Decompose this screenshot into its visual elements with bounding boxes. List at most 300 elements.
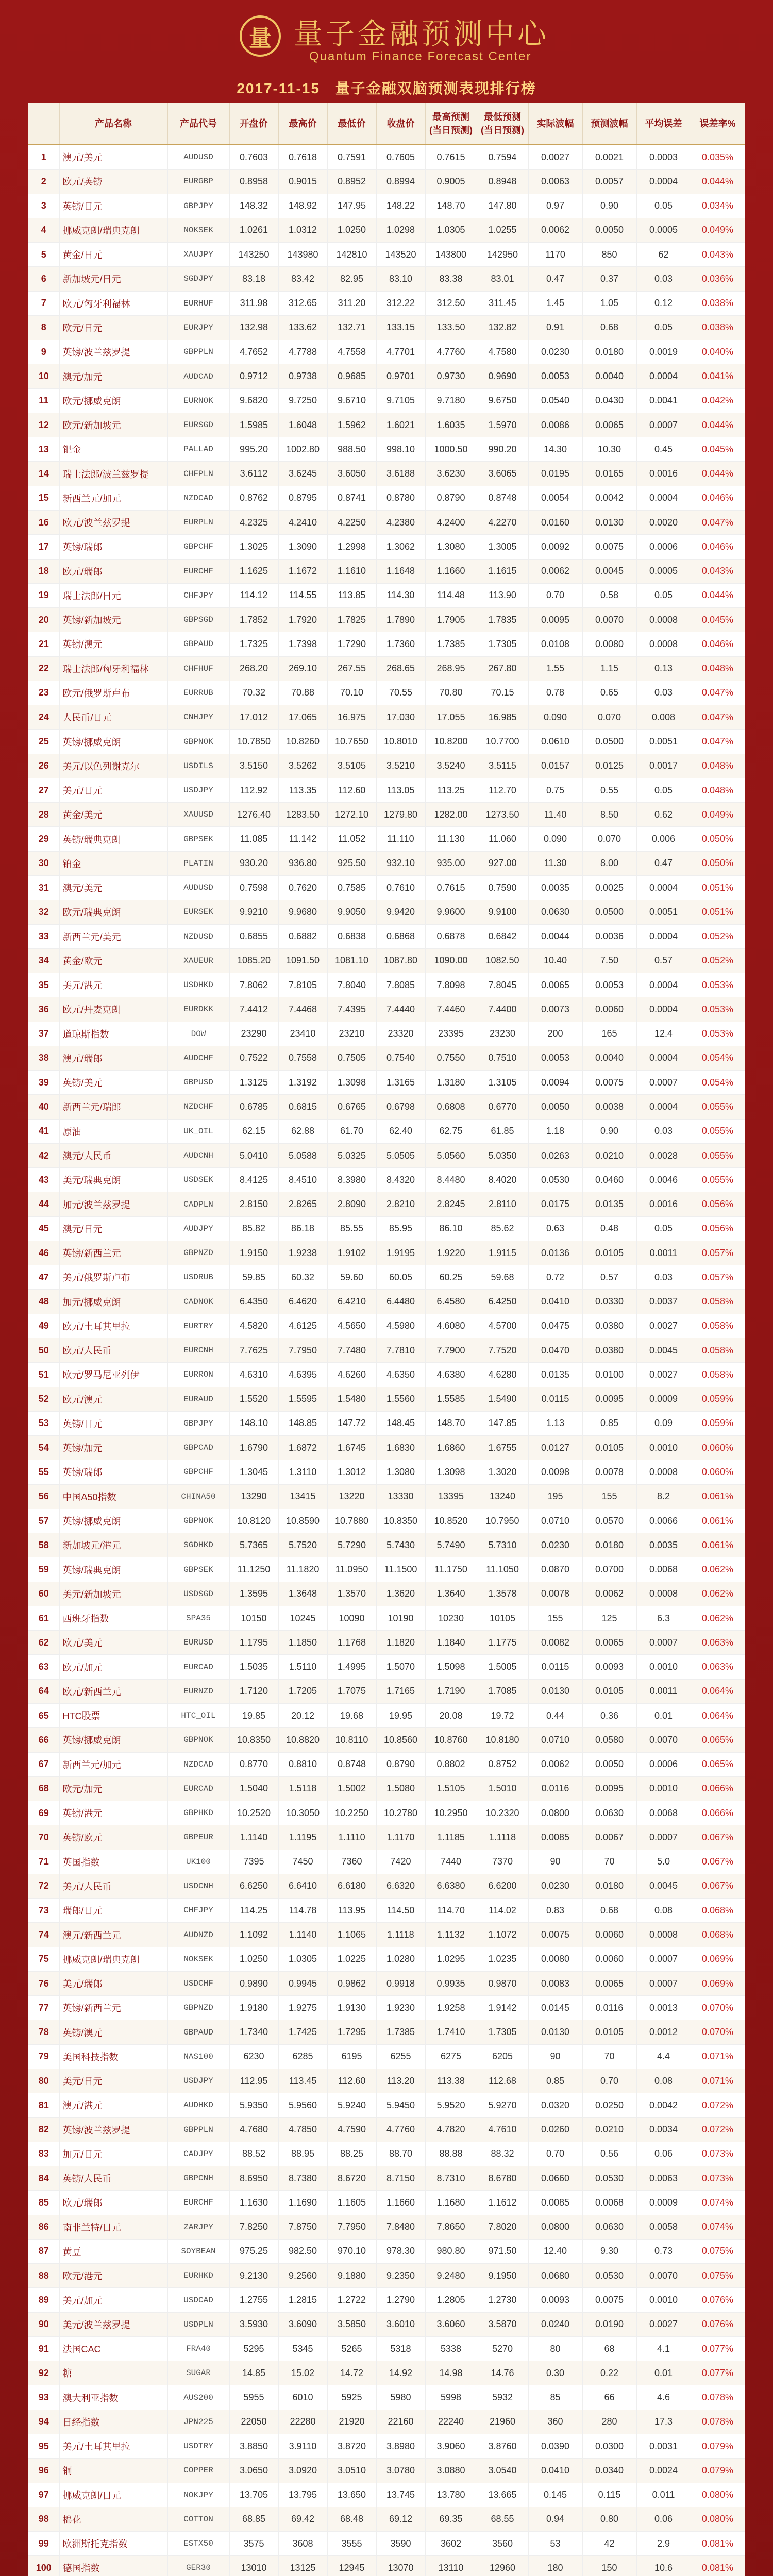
row-code: GBPSEK	[167, 827, 229, 851]
row-forecast-low: 1.1775	[477, 1631, 528, 1655]
row-forecast-low: 0.7510	[477, 1046, 528, 1070]
row-forecast-high: 8.7310	[425, 2166, 477, 2191]
row-error-rate: 0.067%	[691, 1850, 745, 1874]
row-index: 81	[28, 2093, 59, 2117]
col-close: 收盘价	[376, 103, 425, 145]
row-error-rate: 0.062%	[691, 1582, 745, 1606]
row-low: 147.95	[327, 194, 376, 218]
row-index: 43	[28, 1168, 59, 1192]
row-high: 7.4468	[278, 997, 327, 1022]
row-forecast-high: 86.10	[425, 1216, 477, 1241]
table-row	[28, 1314, 745, 1338]
row-code: GBPCHF	[167, 1460, 229, 1484]
row-code: NOKSEK	[167, 218, 229, 242]
row-low: 13.650	[327, 2483, 376, 2507]
row-open: 4.5820	[229, 1314, 278, 1338]
row-index: 19	[28, 583, 59, 607]
row-high: 1283.50	[278, 803, 327, 827]
row-name: 欧元/港元	[59, 2264, 167, 2288]
row-name: 美元/土耳其里拉	[59, 2434, 167, 2458]
row-forecast-range: 1.15	[582, 656, 636, 681]
row-low: 9.9050	[327, 900, 376, 924]
row-name: 瑞士法郎/匈牙利福林	[59, 656, 167, 681]
row-forecast-range: 0.90	[582, 194, 636, 218]
col-forecast-high	[425, 103, 477, 145]
row-high: 3.9110	[278, 2434, 327, 2458]
row-error-rate: 0.044%	[691, 413, 745, 437]
row-name: 欧元/加元	[59, 1655, 167, 1679]
row-index: 9	[28, 340, 59, 364]
row-code: GBPEUR	[167, 1825, 229, 1850]
row-close: 932.10	[376, 851, 425, 875]
row-code: AUDNZD	[167, 1923, 229, 1947]
row-actual-range: 0.0410	[528, 1290, 582, 1314]
row-avg-error: 6.3	[636, 1606, 691, 1630]
table-row	[28, 948, 745, 973]
row-forecast-high: 1.0305	[425, 218, 477, 242]
row-open: 14.85	[229, 2361, 278, 2385]
row-open: 6230	[229, 2044, 278, 2069]
row-name: 美元/人民币	[59, 1874, 167, 1898]
row-avg-error: 0.03	[636, 1265, 691, 1290]
row-code: USDPLN	[167, 2312, 229, 2336]
row-forecast-high: 1.2805	[425, 2288, 477, 2312]
row-code: GBPPLN	[167, 340, 229, 364]
row-open: 13.705	[229, 2483, 278, 2507]
row-forecast-low: 13240	[477, 1484, 528, 1509]
table-row	[28, 608, 745, 632]
row-forecast-range: 0.0021	[582, 145, 636, 170]
row-code: GBPCHF	[167, 535, 229, 559]
row-forecast-high: 10.8520	[425, 1509, 477, 1533]
row-forecast-high: 1.7905	[425, 608, 477, 632]
row-forecast-low: 88.32	[477, 2142, 528, 2166]
row-low: 970.10	[327, 2239, 376, 2263]
row-close: 10.2780	[376, 1801, 425, 1825]
row-forecast-range: 165	[582, 1022, 636, 1046]
row-forecast-high: 0.7615	[425, 145, 477, 170]
row-index: 70	[28, 1825, 59, 1850]
row-error-rate: 0.057%	[691, 1265, 745, 1290]
row-code: AUS200	[167, 2385, 229, 2410]
row-forecast-range: 0.0430	[582, 388, 636, 413]
row-actual-range: 0.0082	[528, 1631, 582, 1655]
row-forecast-low: 1.7835	[477, 608, 528, 632]
row-open: 10.2520	[229, 1801, 278, 1825]
table-row	[28, 2532, 745, 2556]
row-high: 13415	[278, 1484, 327, 1509]
row-open: 1.5520	[229, 1387, 278, 1411]
row-high: 10245	[278, 1606, 327, 1630]
row-code: EURJPY	[167, 315, 229, 340]
row-forecast-range: 1.05	[582, 291, 636, 315]
row-actual-range: 0.0263	[528, 1143, 582, 1167]
row-error-rate: 0.056%	[691, 1216, 745, 1241]
row-error-rate: 0.067%	[691, 1874, 745, 1898]
row-error-rate: 0.036%	[691, 267, 745, 291]
table-row	[28, 1752, 745, 1776]
row-avg-error: 0.13	[636, 656, 691, 681]
row-actual-range: 90	[528, 2044, 582, 2069]
row-forecast-high: 148.70	[425, 194, 477, 218]
row-actual-range: 90	[528, 1850, 582, 1874]
row-high: 0.9738	[278, 364, 327, 388]
row-forecast-low: 13.665	[477, 2483, 528, 2507]
row-name: 英镑/澳元	[59, 632, 167, 656]
row-error-rate: 0.066%	[691, 1801, 745, 1825]
row-open: 1.5035	[229, 1655, 278, 1679]
row-low: 1.0225	[327, 1947, 376, 1971]
row-name: 英镑/港元	[59, 1801, 167, 1825]
row-name: 英镑/日元	[59, 194, 167, 218]
row-open: 1.1625	[229, 559, 278, 583]
row-close: 7.8480	[376, 2215, 425, 2239]
row-open: 1.6790	[229, 1436, 278, 1460]
row-forecast-high: 113.25	[425, 778, 477, 802]
row-forecast-range: 0.0050	[582, 1752, 636, 1776]
row-name: 欧元/瑞郎	[59, 2191, 167, 2215]
row-code: USDHKD	[167, 973, 229, 997]
table-row	[28, 1022, 745, 1046]
row-forecast-high: 10.8200	[425, 730, 477, 754]
row-error-rate: 0.064%	[691, 1704, 745, 1728]
row-error-rate: 0.058%	[691, 1363, 745, 1387]
row-code: USDJPY	[167, 2069, 229, 2093]
row-close: 9.2350	[376, 2264, 425, 2288]
row-name: 糖	[59, 2361, 167, 2385]
row-forecast-low: 1.5490	[477, 1387, 528, 1411]
row-name: 英镑/加元	[59, 1436, 167, 1460]
row-forecast-high: 1.1132	[425, 1923, 477, 1947]
row-code: EURUSD	[167, 1631, 229, 1655]
row-low: 0.7585	[327, 875, 376, 900]
row-close: 978.30	[376, 2239, 425, 2263]
row-forecast-high: 1.1840	[425, 1631, 477, 1655]
row-forecast-range: 10.30	[582, 437, 636, 462]
row-actual-range: 0.0320	[528, 2093, 582, 2117]
col-code: 产品代号	[167, 103, 229, 145]
row-forecast-low: 9.9100	[477, 900, 528, 924]
row-high: 113.35	[278, 778, 327, 802]
row-forecast-high: 13.780	[425, 2483, 477, 2507]
row-open: 11.1250	[229, 1557, 278, 1582]
row-index: 98	[28, 2507, 59, 2531]
row-avg-error: 0.01	[636, 2361, 691, 2385]
row-index: 67	[28, 1752, 59, 1776]
row-actual-range: 0.0027	[528, 145, 582, 170]
row-forecast-range: 0.0340	[582, 2459, 636, 2483]
brand-name-en: Quantum Finance Forecast Center	[309, 49, 532, 63]
row-actual-range: 200	[528, 1022, 582, 1046]
row-forecast-high: 114.48	[425, 583, 477, 607]
row-error-rate: 0.061%	[691, 1533, 745, 1557]
row-forecast-range: 0.70	[582, 2069, 636, 2093]
row-low: 2.8090	[327, 1192, 376, 1216]
table-row	[28, 510, 745, 534]
row-open: 62.15	[229, 1119, 278, 1143]
row-code: CHFJPY	[167, 583, 229, 607]
row-error-rate: 0.066%	[691, 1776, 745, 1801]
row-code: GBPHKD	[167, 1801, 229, 1825]
row-index: 17	[28, 535, 59, 559]
row-actual-range: 0.0115	[528, 1655, 582, 1679]
row-low: 5925	[327, 2385, 376, 2410]
row-avg-error: 0.03	[636, 681, 691, 705]
brand-name-cn: 量子金融预测中心	[294, 18, 549, 51]
row-index: 87	[28, 2239, 59, 2263]
row-forecast-low: 21960	[477, 2410, 528, 2434]
row-forecast-low: 7370	[477, 1850, 528, 1874]
row-name: 棉花	[59, 2507, 167, 2531]
table-row	[28, 1387, 745, 1411]
row-forecast-high: 13395	[425, 1484, 477, 1509]
row-actual-range: 0.0135	[528, 1363, 582, 1387]
table-row	[28, 1241, 745, 1265]
row-code: EURCNH	[167, 1338, 229, 1363]
table-row	[28, 1533, 745, 1557]
row-forecast-range: 0.0210	[582, 2117, 636, 2142]
row-forecast-low: 1.7085	[477, 1679, 528, 1703]
row-error-rate: 0.077%	[691, 2336, 745, 2361]
row-error-rate: 0.072%	[691, 2117, 745, 2142]
row-forecast-range: 0.070	[582, 705, 636, 730]
row-index: 57	[28, 1509, 59, 1533]
row-low: 61.70	[327, 1119, 376, 1143]
row-index: 96	[28, 2459, 59, 2483]
row-close: 1.3620	[376, 1582, 425, 1606]
row-open: 2.8150	[229, 1192, 278, 1216]
row-error-rate: 0.074%	[691, 2191, 745, 2215]
row-forecast-low: 10.7950	[477, 1509, 528, 1533]
row-error-rate: 0.052%	[691, 948, 745, 973]
row-index: 36	[28, 997, 59, 1022]
row-actual-range: 1.55	[528, 656, 582, 681]
row-index: 14	[28, 462, 59, 486]
row-avg-error: 0.006	[636, 827, 691, 851]
row-forecast-high: 1.0295	[425, 1947, 477, 1971]
row-error-rate: 0.064%	[691, 1679, 745, 1703]
row-forecast-range: 0.0038	[582, 1095, 636, 1119]
row-low: 3.5105	[327, 754, 376, 778]
row-index: 37	[28, 1022, 59, 1046]
row-high: 20.12	[278, 1704, 327, 1728]
row-forecast-low: 9.6750	[477, 388, 528, 413]
row-avg-error: 0.0019	[636, 340, 691, 364]
row-forecast-high: 69.35	[425, 2507, 477, 2531]
row-error-rate: 0.061%	[691, 1484, 745, 1509]
row-low: 7.7480	[327, 1338, 376, 1363]
row-error-rate: 0.034%	[691, 194, 745, 218]
row-actual-range: 0.0063	[528, 170, 582, 194]
row-avg-error: 0.03	[636, 267, 691, 291]
row-error-rate: 0.060%	[691, 1460, 745, 1484]
row-actual-range: 0.0098	[528, 1460, 582, 1484]
row-error-rate: 0.044%	[691, 170, 745, 194]
row-forecast-high: 1.5098	[425, 1655, 477, 1679]
row-high: 0.7558	[278, 1046, 327, 1070]
row-low: 14.72	[327, 2361, 376, 2385]
row-actual-range: 0.0710	[528, 1509, 582, 1533]
row-avg-error: 0.0004	[636, 997, 691, 1022]
row-name: 欧元/俄罗斯卢布	[59, 681, 167, 705]
row-avg-error: 0.0031	[636, 2434, 691, 2458]
table-row	[28, 1071, 745, 1095]
row-code: EURHKD	[167, 2264, 229, 2288]
row-error-rate: 0.078%	[691, 2385, 745, 2410]
row-high: 1.0312	[278, 218, 327, 242]
row-code: USDSEK	[167, 1168, 229, 1192]
row-close: 0.8780	[376, 486, 425, 510]
row-error-rate: 0.063%	[691, 1655, 745, 1679]
row-low: 988.50	[327, 437, 376, 462]
row-open: 4.7680	[229, 2117, 278, 2142]
row-low: 0.8741	[327, 486, 376, 510]
row-forecast-high: 4.6380	[425, 1363, 477, 1387]
row-low: 6.6180	[327, 1874, 376, 1898]
table-row	[28, 2044, 745, 2069]
row-avg-error: 0.0005	[636, 218, 691, 242]
row-close: 8.7150	[376, 2166, 425, 2191]
col-high: 最高价	[278, 103, 327, 145]
row-forecast-high: 268.95	[425, 656, 477, 681]
row-forecast-low: 10.8180	[477, 1728, 528, 1752]
row-low: 12945	[327, 2556, 376, 2576]
row-low: 1.1610	[327, 559, 376, 583]
row-open: 8.6950	[229, 2166, 278, 2191]
row-low: 1.3012	[327, 1460, 376, 1484]
row-close: 3.5210	[376, 754, 425, 778]
row-actual-range: 0.0073	[528, 997, 582, 1022]
row-name: 美元/加元	[59, 2288, 167, 2312]
row-name: 新西兰元/美元	[59, 924, 167, 948]
row-close: 13.745	[376, 2483, 425, 2507]
table-row	[28, 851, 745, 875]
row-code: EURRON	[167, 1363, 229, 1387]
table-row	[28, 243, 745, 267]
row-forecast-high: 3602	[425, 2532, 477, 2556]
row-forecast-range: 7.50	[582, 948, 636, 973]
row-forecast-range: 0.0380	[582, 1314, 636, 1338]
row-actual-range: 0.090	[528, 827, 582, 851]
row-high: 1.7205	[278, 1679, 327, 1703]
row-name: 美国科技指数	[59, 2044, 167, 2069]
row-forecast-range: 0.0025	[582, 875, 636, 900]
row-actual-range: 0.0230	[528, 1874, 582, 1898]
table-row	[28, 1192, 745, 1216]
row-index: 1	[28, 145, 59, 170]
row-low: 7.7950	[327, 2215, 376, 2239]
row-high: 10.8820	[278, 1728, 327, 1752]
row-error-rate: 0.075%	[691, 2264, 745, 2288]
row-high: 0.7620	[278, 875, 327, 900]
row-code: CHINA50	[167, 1484, 229, 1509]
row-actual-range: 0.0136	[528, 1241, 582, 1265]
row-forecast-range: 0.0330	[582, 1290, 636, 1314]
row-forecast-low: 5.7310	[477, 1533, 528, 1557]
row-index: 91	[28, 2336, 59, 2361]
row-close: 0.7540	[376, 1046, 425, 1070]
row-forecast-high: 5.9520	[425, 2093, 477, 2117]
col-forecast-low-label: 最低预测	[484, 112, 521, 122]
row-index: 72	[28, 1874, 59, 1898]
row-actual-range: 14.30	[528, 437, 582, 462]
row-index: 20	[28, 608, 59, 632]
row-name: 欧元/英镑	[59, 170, 167, 194]
row-high: 0.8795	[278, 486, 327, 510]
row-forecast-range: 0.0530	[582, 2166, 636, 2191]
row-open: 10.8350	[229, 1728, 278, 1752]
row-forecast-range: 0.0095	[582, 1387, 636, 1411]
row-open: 1.3125	[229, 1071, 278, 1095]
row-name: 澳元/美元	[59, 875, 167, 900]
row-forecast-high: 6.6380	[425, 1874, 477, 1898]
row-low: 1.5480	[327, 1387, 376, 1411]
row-index: 76	[28, 1971, 59, 1995]
row-close: 133.15	[376, 315, 425, 340]
row-high: 1.3648	[278, 1582, 327, 1606]
row-code: ZARJPY	[167, 2215, 229, 2239]
table-row	[28, 1143, 745, 1167]
row-close: 1087.80	[376, 948, 425, 973]
row-forecast-low: 3.0540	[477, 2459, 528, 2483]
row-forecast-high: 1090.00	[425, 948, 477, 973]
row-error-rate: 0.073%	[691, 2142, 745, 2166]
row-avg-error: 0.0004	[636, 170, 691, 194]
row-avg-error: 0.0009	[636, 2191, 691, 2215]
row-avg-error: 0.0051	[636, 730, 691, 754]
row-avg-error: 0.0007	[636, 413, 691, 437]
row-code: SGDJPY	[167, 267, 229, 291]
row-forecast-low: 267.80	[477, 656, 528, 681]
col-name: 产品名称	[59, 103, 167, 145]
row-high: 1.1850	[278, 1631, 327, 1655]
table-row	[28, 656, 745, 681]
row-open: 10.7850	[229, 730, 278, 754]
row-avg-error: 0.0004	[636, 973, 691, 997]
row-actual-range: 0.145	[528, 2483, 582, 2507]
row-error-rate: 0.047%	[691, 730, 745, 754]
row-error-rate: 0.045%	[691, 437, 745, 462]
row-close: 998.10	[376, 437, 425, 462]
table-row	[28, 1825, 745, 1850]
row-index: 49	[28, 1314, 59, 1338]
row-high: 1.6872	[278, 1436, 327, 1460]
row-low: 132.71	[327, 315, 376, 340]
row-forecast-high: 13110	[425, 2556, 477, 2576]
row-high: 3608	[278, 2532, 327, 2556]
row-error-rate: 0.044%	[691, 462, 745, 486]
row-open: 112.95	[229, 2069, 278, 2093]
row-error-rate: 0.058%	[691, 1314, 745, 1338]
row-forecast-low: 1.0255	[477, 218, 528, 242]
row-avg-error: 0.0058	[636, 2215, 691, 2239]
row-high: 62.88	[278, 1119, 327, 1143]
row-index: 88	[28, 2264, 59, 2288]
row-index: 58	[28, 1533, 59, 1557]
row-avg-error: 0.57	[636, 948, 691, 973]
row-high: 1.5595	[278, 1387, 327, 1411]
row-high: 1.5110	[278, 1655, 327, 1679]
row-close: 1.0280	[376, 1947, 425, 1971]
row-avg-error: 0.0045	[636, 1338, 691, 1363]
row-error-rate: 0.063%	[691, 1631, 745, 1655]
row-close: 0.7610	[376, 875, 425, 900]
row-name: 南非兰特/日元	[59, 2215, 167, 2239]
row-code: EURHUF	[167, 291, 229, 315]
row-low: 1.9130	[327, 1996, 376, 2020]
row-error-rate: 0.072%	[691, 2093, 745, 2117]
row-close: 1.6021	[376, 413, 425, 437]
